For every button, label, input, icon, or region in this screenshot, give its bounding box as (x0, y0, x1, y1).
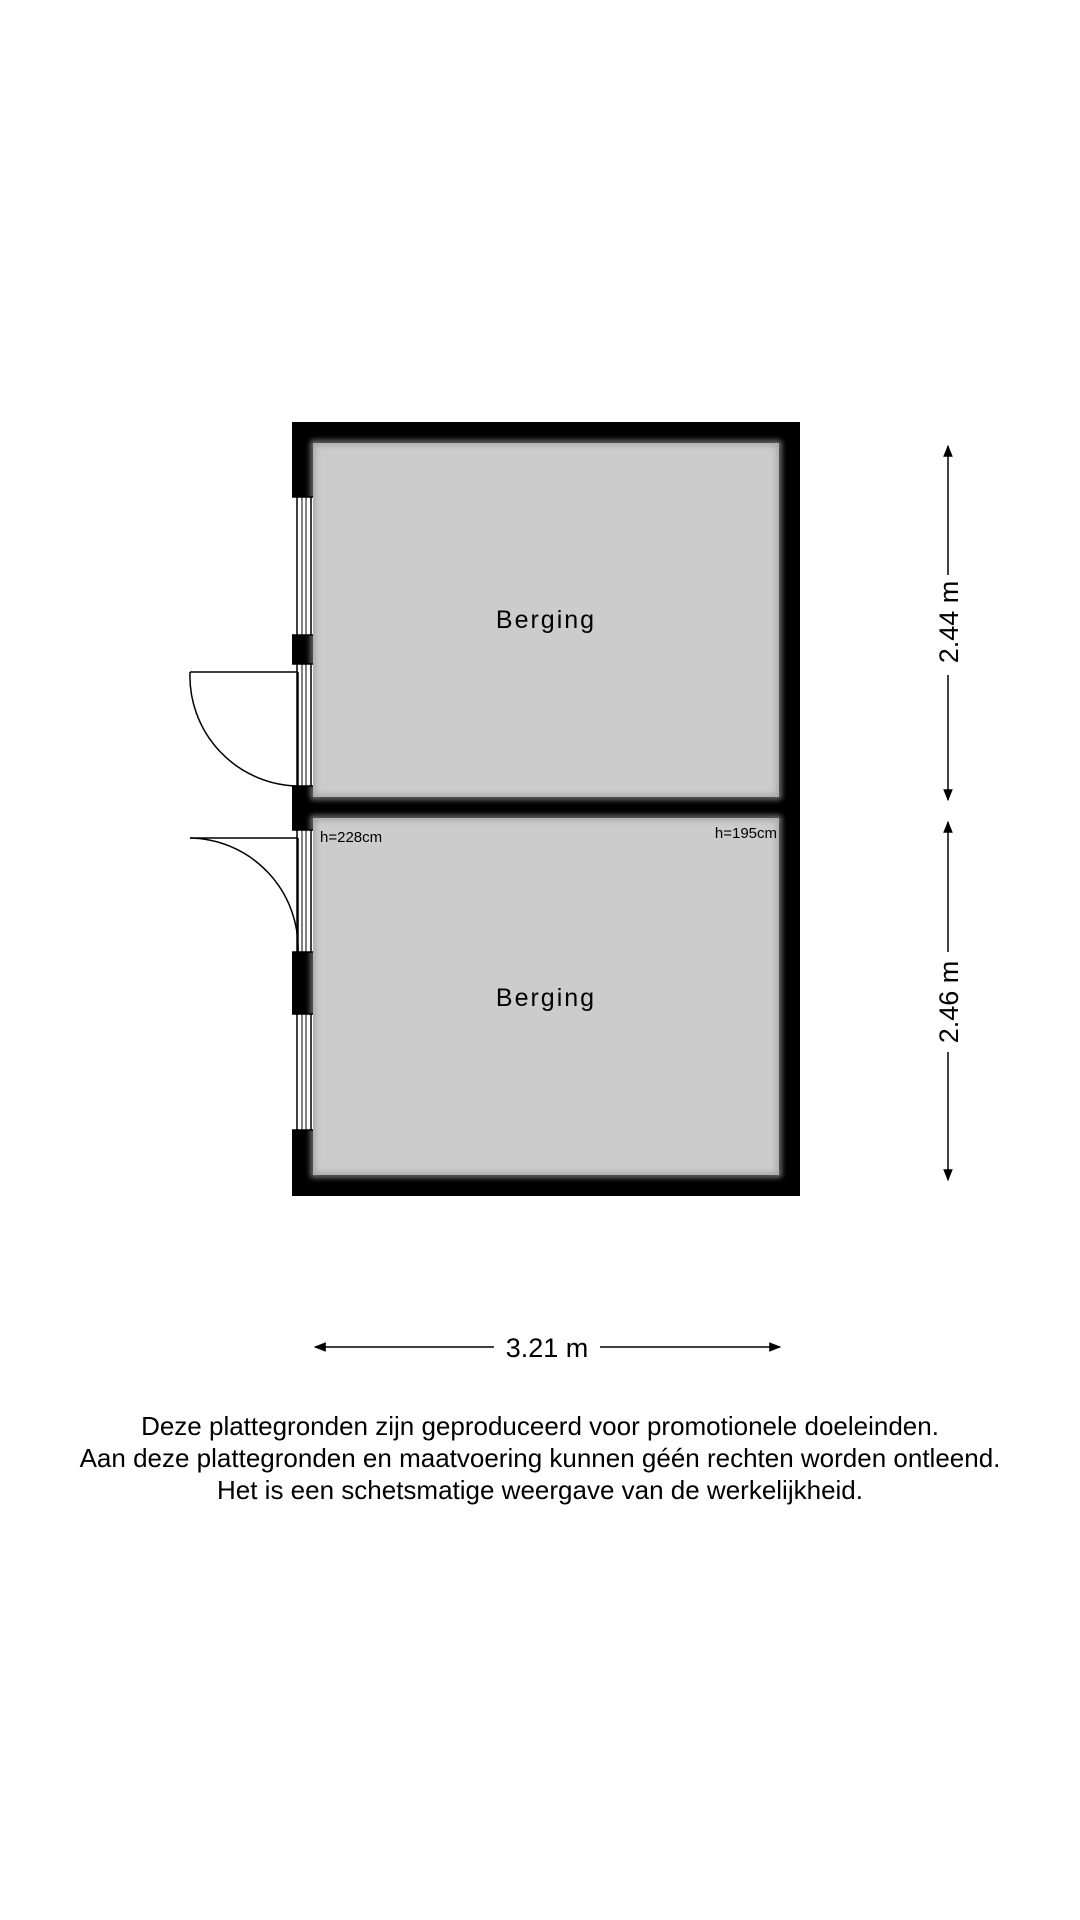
door-swing-bottom (190, 838, 298, 952)
height-label-left: h=228cm (320, 829, 383, 846)
dimension-height-top (934, 446, 964, 800)
disclaimer-line: Het is een schetsmatige weergave van de werkelijkheid. (216, 1475, 863, 1505)
dimension-width (315, 1333, 780, 1363)
room-label-top: Berging (495, 606, 597, 634)
window-top (292, 497, 313, 635)
dimension-label-height-bottom: 2.46 m (934, 960, 964, 1044)
disclaimer-line: Aan deze plattegronden en maatvoering kunnen géén rechten worden ontleend. (79, 1443, 1001, 1473)
height-label-right: h=195cm (714, 825, 777, 842)
door-top (190, 664, 313, 786)
door-swing-top (190, 672, 298, 786)
dimension-label-height-top: 2.44 m (934, 580, 964, 664)
door-bottom (190, 830, 313, 952)
window-bottom (292, 1014, 313, 1130)
dimension-label-width: 3.21 m (505, 1333, 589, 1363)
disclaimer (0, 1410, 1080, 1506)
room-label-bottom: Berging (495, 984, 597, 1012)
dimension-height-bottom (934, 822, 964, 1180)
disclaimer-line: Deze plattegronden zijn geproduceerd voor promotionele doeleinden. (141, 1411, 939, 1441)
